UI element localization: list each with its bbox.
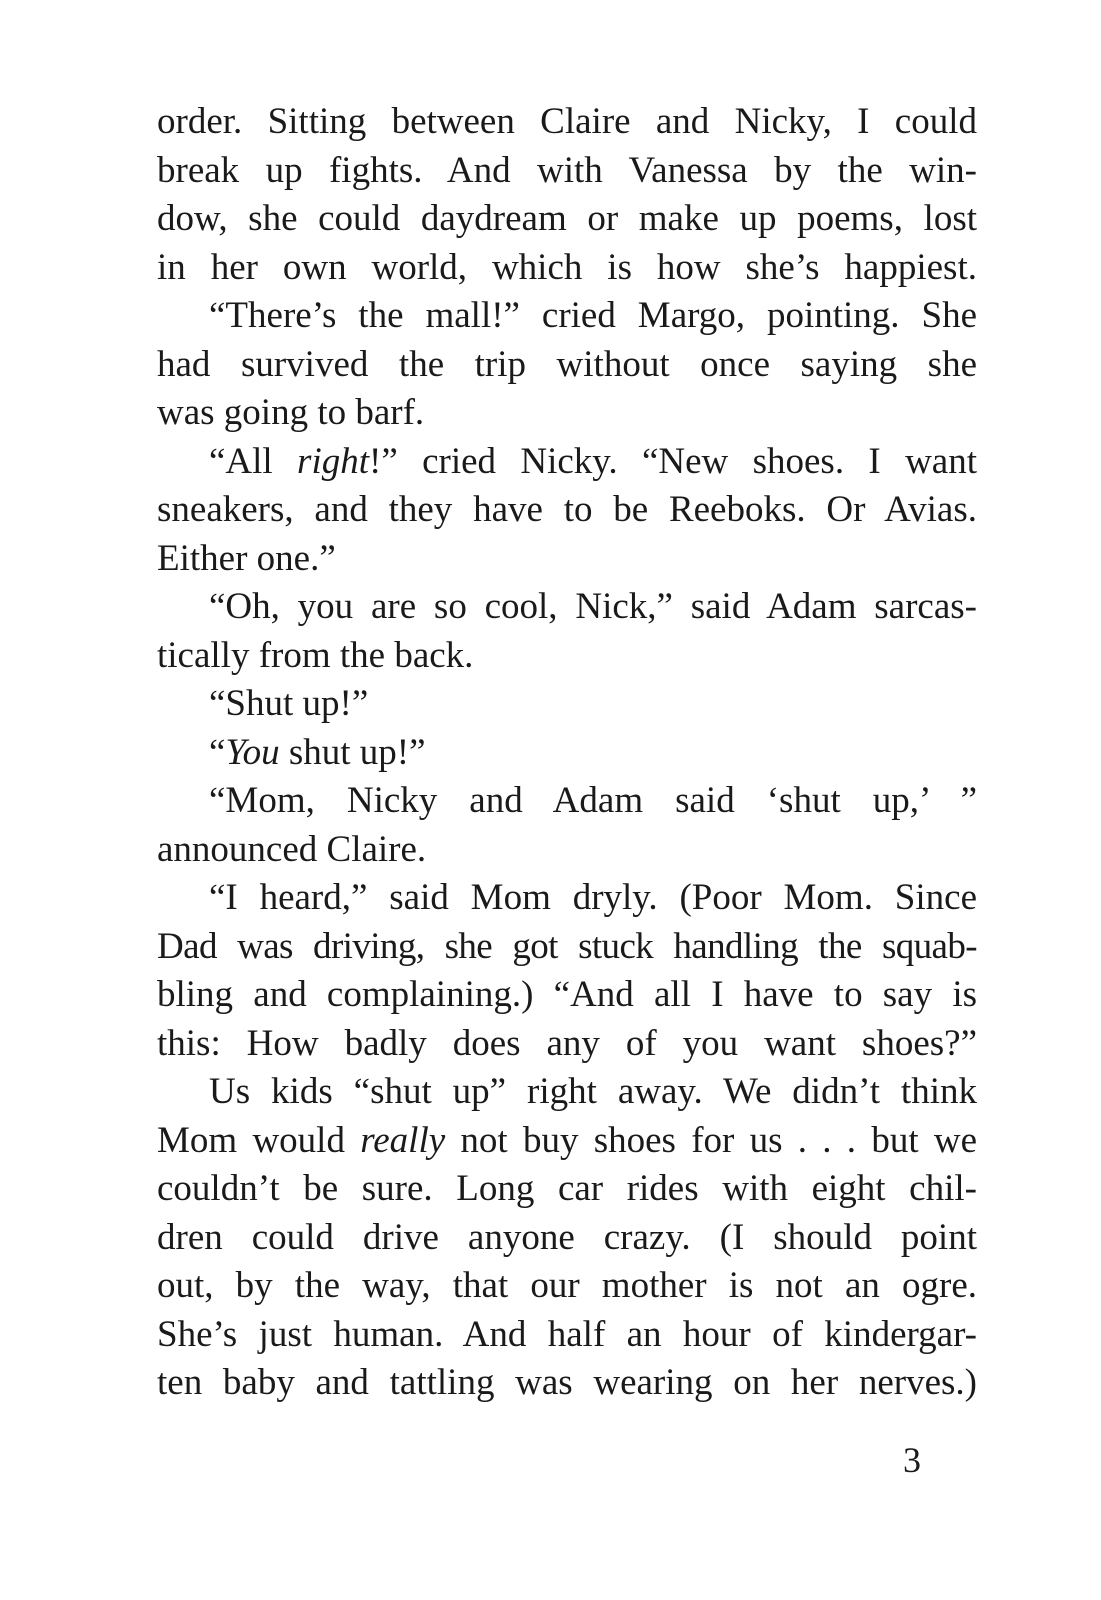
page-number: 3 [903,1440,921,1480]
text-line [157,583,977,632]
text-run: this: How badly does any of you want shoes?” [157,1022,977,1064]
text-run: Us kids “shut up” right away. We didn’t think [209,1071,977,1112]
text-run: tically from the back. [157,634,474,676]
text-run: was going to barf. [157,392,425,433]
text-run: !” cried Nicky. “New shoes. I want [369,440,977,482]
text-run: Dad was driving, she got stuck handling the squab- [157,925,977,967]
text-line [157,1262,977,1311]
italic-text: really [360,1119,446,1161]
text-run: ten baby and tattling was wearing on her nerves.) [157,1362,977,1403]
text-line [157,729,977,778]
text-line [157,826,977,875]
text-run: bling and complaining.) “And all I have to say is [157,974,977,1015]
text-line [157,874,977,923]
text-line [157,680,977,729]
text-run: order. Sitting between Claire and Nicky, I could [157,101,977,142]
italic-text: You [225,731,280,773]
text-run: dow, she could daydream or make up poems, lost [157,198,977,239]
text-line [157,98,977,147]
text-line [157,292,977,341]
text-run: “All [209,440,298,482]
text-line [157,1117,977,1166]
text-line [157,195,977,244]
text-line [157,389,977,438]
text-run: “Shut up!” [209,683,369,724]
text-run: Mom would [157,1119,361,1161]
text-line [157,777,977,826]
text-line [157,1311,977,1360]
text-run: out, by the way, that our mother is not an ogre. [157,1265,977,1306]
text-line [157,1359,977,1408]
text-run: couldn’t be sure. Long car rides with eight chil- [157,1168,977,1209]
text-line [157,244,977,293]
text-line [157,147,977,196]
text-run: “I heard,” said Mom dryly. (Poor Mom. Since [209,877,977,918]
text-line [157,438,977,487]
text-line [157,341,977,390]
text-run: She’s just human. And half an hour of kindergar- [157,1313,977,1355]
text-run: “Mom, Nicky and Adam said ‘shut up,’ ” [209,780,977,821]
text-run: shut up!” [279,731,426,773]
text-run: “Oh, you are so cool, Nick,” said Adam sarcas- [209,586,977,627]
text-run: in her own world, which is how she’s happiest. [157,246,977,288]
text-run: announced Claire. [157,828,427,870]
text-line [157,1068,977,1117]
text-line [157,535,977,584]
text-line [157,486,977,535]
text-run: “ [209,731,226,773]
text-line [157,971,977,1020]
text-line [157,923,977,972]
text-line [157,1020,977,1069]
text-run: break up fights. And with Vanessa by the win- [157,149,977,191]
text-run: had survived the trip without once saying she [157,343,977,385]
text-run: dren could drive anyone crazy. (I should point [157,1216,977,1258]
italic-text: right [297,440,370,482]
text-run: sneakers, and they have to be Reeboks. Or Avias. [157,489,977,530]
text-run: “There’s the mall!” cried Margo, pointing. She [209,295,977,336]
text-run: not buy shoes for us . . . but we [445,1119,978,1161]
text-line [157,632,977,681]
text-line [157,1165,977,1214]
text-run: Either one.” [157,537,336,579]
text-line [157,1214,977,1263]
body-text [157,98,977,1408]
